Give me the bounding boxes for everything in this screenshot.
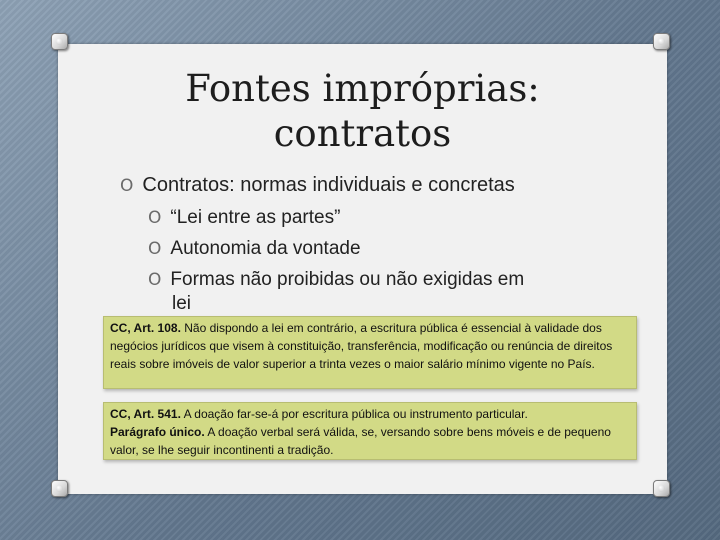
slide-title: [58, 66, 667, 156]
bullet-main: [120, 174, 515, 197]
note-text: A doação far-se-á por escritura pública ou instrumento particular.: [180, 407, 528, 421]
bullet-text: “Lei entre as partes”: [170, 207, 341, 228]
note-paragraph-reference: Parágrafo único.: [110, 425, 205, 439]
legal-note-art-108: [103, 316, 637, 389]
bullet-sub-1: [148, 207, 340, 229]
bullet-sub-3: [148, 269, 524, 291]
pin-icon: [653, 33, 670, 50]
bullet-marker-icon: O: [148, 208, 162, 228]
title-line-1: Fontes impróprias:: [185, 67, 540, 110]
pin-icon: [51, 33, 68, 50]
bullet-text: Formas não proibidas ou não exigidas em: [170, 269, 525, 290]
pin-icon: [653, 480, 670, 497]
note-reference: CC, Art. 108.: [110, 321, 181, 335]
bullet-marker-icon: O: [148, 239, 162, 259]
bullet-sub-3-continuation: lei: [172, 293, 192, 309]
bullet-text: Autonomia da vontade: [170, 238, 361, 259]
note-reference: CC, Art. 541.: [110, 407, 181, 421]
bullet-sub-2: [148, 238, 361, 260]
bullet-marker-icon: O: [148, 270, 162, 290]
title-line-2: contratos: [273, 112, 452, 155]
pin-icon: [51, 480, 68, 497]
bullet-text: Contratos: normas individuais e concretas: [142, 174, 515, 196]
legal-note-art-541: [103, 402, 637, 460]
note-paragraph-text: A doação verbal será válida, se, versando sobre bens móveis e de pequeno valor, se lhe seguir incontinenti a tradição.: [110, 425, 611, 457]
note-text: Não dispondo a lei em contrário, a escritura pública é essencial à validade dos negócios jurídicos que visem à constituição, transferência, modificação ou renúncia de direitos reais sobre imóveis de valor superior a trinta vezes o maior salário mínimo vigente no País.: [110, 321, 613, 371]
bullet-marker-icon: O: [120, 176, 134, 196]
